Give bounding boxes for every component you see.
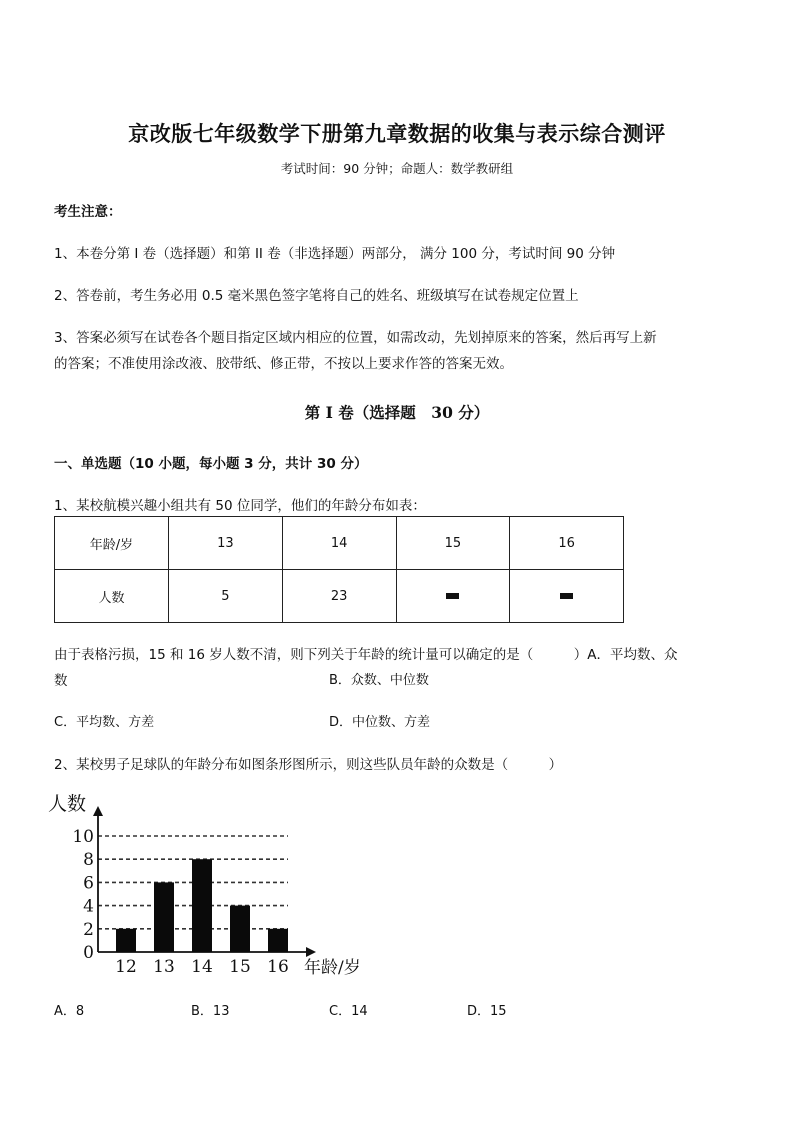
q1-option-c[interactable]: C．平均数、方差 [54, 715, 155, 730]
table-cell: 年龄/岁 [55, 517, 169, 570]
y-tick-label: 10 [72, 827, 94, 847]
smudged-cell [396, 570, 510, 623]
smudge-mark [560, 593, 573, 599]
x-axis-arrow [306, 947, 316, 957]
y-tick-label: 8 [83, 850, 94, 871]
exam-subtitle: 考试时间：90 分钟；命题人：数学教研组 [280, 161, 514, 176]
part-title: 一、单选题（10 小题，每小题 3 分，共计 30 分） [54, 456, 368, 472]
bar [268, 929, 288, 952]
q1-option-d[interactable]: D．中位数、方差 [329, 715, 431, 730]
table-cell: 16 [510, 517, 624, 570]
y-tick-labels [72, 827, 94, 963]
q2-option-a[interactable]: A．8 [54, 1004, 85, 1019]
bar [116, 929, 136, 952]
notice-item-3-cont: 的答案；不准使用涂改液、胶带纸、修正带，不按以上要求作答的答案无效。 [54, 356, 513, 372]
table-cell: 人数 [55, 570, 169, 623]
bar [230, 906, 250, 952]
x-tick-label: 12 [115, 957, 137, 977]
notice-item-3: 3、答案必须写在试卷各个题目指定区域内相应的位置，如需改动，先划掉原来的答案，然后再写上新 [54, 330, 657, 346]
x-tick-label: 15 [229, 957, 251, 977]
bar [154, 882, 174, 952]
q1-stem: 1、某校航模兴趣小组共有 50 位同学，他们的年龄分布如表： [54, 498, 426, 514]
x-tick-label: 16 [267, 957, 289, 977]
q2-option-d[interactable]: D．15 [467, 1004, 507, 1019]
y-tick-label: 4 [83, 896, 94, 917]
bar [192, 859, 212, 952]
table-row [55, 517, 624, 570]
notice-item-2: 2、答卷前，考生务必用 0.5 毫米黑色签字笔将自己的姓名、班级填写在试卷规定位置上 [54, 288, 579, 304]
q2-option-c[interactable]: C．14 [329, 1004, 368, 1019]
y-axis-arrow [93, 806, 103, 816]
notice-item-1: 1、本卷分第 I 卷（选择题）和第 II 卷（非选择题）两部分， 满分 100 分，考试时间 90 分钟 [54, 246, 616, 262]
section-title: 第 I 卷（选择题 30 分） [304, 403, 490, 422]
y-tick-label: 6 [83, 873, 94, 894]
table-cell: 14 [282, 517, 396, 570]
age-table [54, 516, 624, 623]
x-tick-label: 14 [191, 957, 213, 977]
table-cell: 13 [169, 517, 283, 570]
q2-stem: 2、某校男子足球队的年龄分布如图条形图所示，则这些队员年龄的众数是（ ） [54, 757, 563, 773]
y-tick-label: 2 [83, 919, 94, 940]
y-tick-label: 0 [83, 943, 94, 963]
age-bar-chart [48, 790, 388, 985]
smudged-cell [510, 570, 624, 623]
table-cell: 23 [282, 570, 396, 623]
smudge-mark [446, 593, 459, 599]
x-axis-label: 年龄/岁 [304, 958, 361, 978]
y-axis-label: 人数 [48, 793, 87, 815]
notice-heading: 考生注意： [54, 204, 122, 220]
table-row [55, 570, 624, 623]
x-tick-label: 13 [153, 957, 175, 977]
q1-option-b[interactable]: B．众数、中位数 [329, 673, 429, 688]
exam-title: 京改版七年级数学下册第九章数据的收集与表示综合测评 [128, 121, 666, 146]
q1-text-line2: 数 [54, 673, 68, 689]
q2-option-b[interactable]: B．13 [191, 1004, 230, 1019]
table-cell: 15 [396, 517, 510, 570]
table-cell: 5 [169, 570, 283, 623]
q1-text-line1: 由于表格污损，15 和 16 岁人数不清，则下列关于年龄的统计量可以确定的是（ ）A．平均数、众 [54, 647, 678, 663]
x-tick-labels [115, 957, 289, 977]
